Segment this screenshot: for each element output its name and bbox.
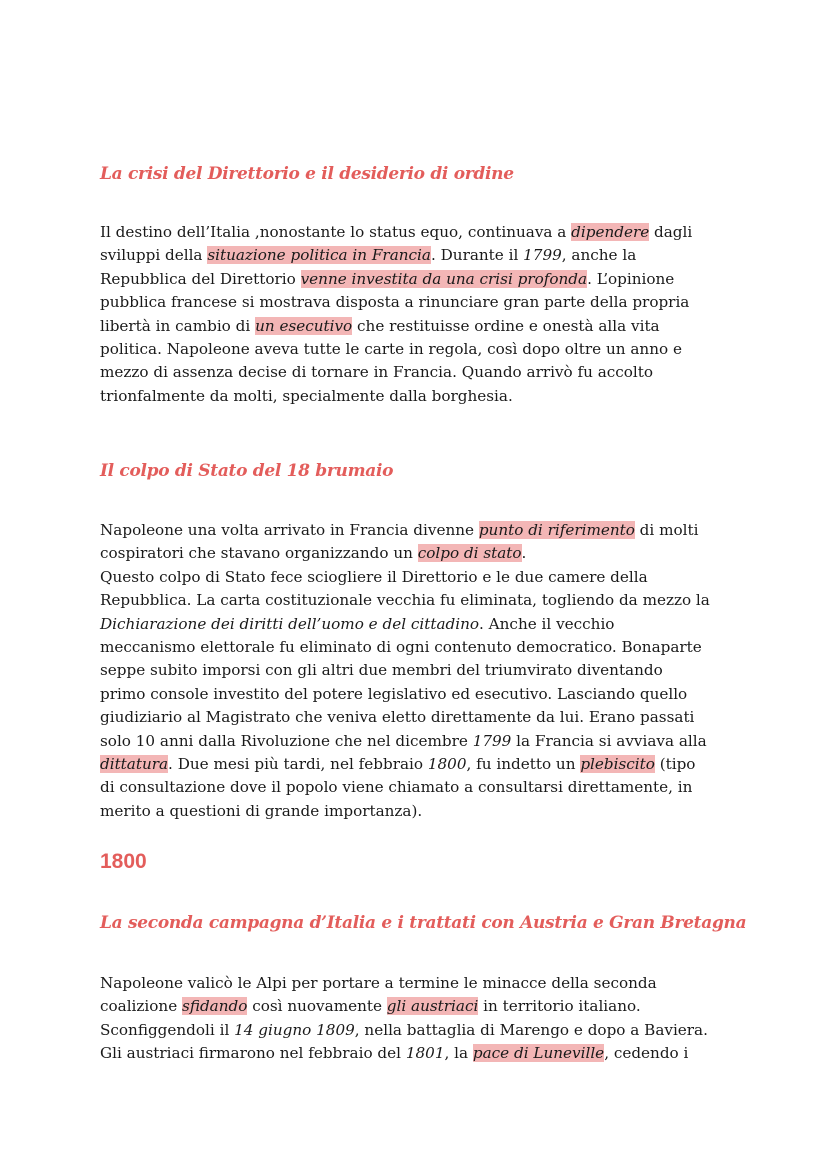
highlighted-term: pace di Luneville <box>472 1044 605 1063</box>
paragraph-line: mezzo di assenza decise di tornare in Francia. Quando arrivò fu accolto <box>100 363 654 382</box>
paragraph-crisi-direttorio <box>100 221 740 408</box>
text-run: . Anche il vecchio <box>479 614 615 633</box>
text-run: , anche la <box>561 246 637 265</box>
text-run: , fu indetto un <box>466 755 581 774</box>
highlighted-term: dittatura <box>100 755 169 774</box>
text-run: in territorio italiano. <box>478 997 641 1016</box>
text-run: (tipo <box>654 755 696 774</box>
text-run: Napoleone una volta arrivato in Francia divenne <box>100 521 479 539</box>
highlighted-term: plebiscito <box>580 755 655 774</box>
text-run: libertà in cambio di <box>100 316 256 335</box>
paragraph-line: merito a questioni di grande importanza). <box>100 801 423 820</box>
paragraph-line <box>100 1019 740 1042</box>
text-run: solo 10 anni dalla Rivoluzione che nel dicembre <box>100 731 473 750</box>
paragraph-line <box>100 542 740 565</box>
text-run: . L’opinione <box>587 269 675 288</box>
paragraph-line <box>100 753 740 776</box>
text-run: così nuovamente <box>247 997 387 1016</box>
paragraph-line <box>100 613 740 636</box>
text-run: coalizione <box>100 997 183 1016</box>
highlighted-term: dipendere <box>571 223 650 241</box>
paragraph-line: primo console investito del potere legislativo ed esecutivo. Lasciando quello <box>100 684 688 703</box>
highlighted-term: gli austriaci <box>386 997 479 1016</box>
year-inline: 1801 <box>405 1044 445 1063</box>
text-run: . Due mesi più tardi, nel febbraio <box>168 755 428 774</box>
text-run: di molti <box>634 521 699 539</box>
paragraph-line: seppe subito imporsi con gli altri due membri del triumvirato diventando <box>100 661 663 680</box>
year-inline: 1799 <box>472 731 512 750</box>
year-inline: 1800 <box>427 755 467 774</box>
text-run: che restituisse ordine e onestà alla vita <box>352 316 660 335</box>
highlighted-term: sfidando <box>182 997 248 1016</box>
year-inline: 1799 <box>523 246 562 265</box>
text-run: , cedendo i <box>604 1044 689 1063</box>
paragraph-line <box>100 995 740 1018</box>
paragraph-line: Questo colpo di Stato fece sciogliere il Direttorio e le due camere della <box>100 567 648 586</box>
year-heading: 1800 <box>100 850 147 873</box>
paragraph-line <box>100 315 740 338</box>
paragraph-line: trionfalmente da molti, specialmente dalla borghesia. <box>100 386 513 405</box>
text-run: , la <box>444 1044 473 1063</box>
highlighted-term: punto di riferimento <box>478 521 635 539</box>
text-run: Il destino dell’Italia ,nonostante lo status equo, continuava a <box>100 223 572 241</box>
paragraph-colpo-di-stato <box>100 519 740 823</box>
text-run: cospiratori che stavano organizzando un <box>100 544 418 563</box>
paragraph-line: politica. Napoleone aveva tutte le carte in regola, così dopo oltre un anno e <box>100 340 682 359</box>
section-heading-crisi-direttorio: La crisi del Direttorio e il desiderio di ordine <box>100 164 514 184</box>
text-run: sviluppi della <box>100 246 208 265</box>
highlighted-term: un esecutivo <box>255 316 353 335</box>
paragraph-line: pubblica francese si mostrava disposta a rinunciare gran parte della propria <box>100 293 690 312</box>
date-inline: 14 giugno 1809 <box>234 1020 355 1039</box>
section-heading-colpo-di-stato: Il colpo di Stato del 18 brumaio <box>100 461 394 481</box>
highlighted-term: colpo di stato <box>417 544 522 563</box>
highlighted-term: venne investita da una crisi profonda <box>300 269 588 288</box>
text-run: , nella battaglia di Marengo e dopo a Baviera. <box>354 1020 708 1039</box>
paragraph-line <box>100 730 740 753</box>
paragraph-line <box>100 519 740 542</box>
paragraph-line <box>100 268 740 291</box>
text-run: Sconfiggendoli il <box>100 1020 235 1039</box>
paragraph-line: di consultazione dove il popolo viene chiamato a consultarsi direttamente, in <box>100 778 693 797</box>
paragraph-line: meccanismo elettorale fu eliminato di ogni contenuto democratico. Bonaparte <box>100 638 702 657</box>
paragraph-line: giudiziario al Magistrato che veniva eletto direttamente da lui. Erano passati <box>100 708 695 727</box>
paragraph-line: Repubblica. La carta costituzionale vecchia fu eliminata, togliendo da mezzo la <box>100 591 710 610</box>
paragraph-line: Napoleone valicò le Alpi per portare a termine le minacce della seconda <box>100 974 657 992</box>
paragraph-line <box>100 244 740 267</box>
text-run: dagli <box>649 223 693 241</box>
paragraph-seconda-campagna <box>100 972 740 1066</box>
text-run: . <box>521 544 527 563</box>
paragraph-line <box>100 1042 740 1065</box>
text-run: . Durante il <box>430 246 524 265</box>
section-heading-seconda-campagna: La seconda campagna d’Italia e i trattati con Austria e Gran Bretagna <box>100 913 747 933</box>
text-run: Repubblica del Direttorio <box>100 269 301 288</box>
paragraph-line <box>100 221 740 244</box>
text-run: la Francia si avviava alla <box>511 731 707 750</box>
text-run: Gli austriaci firmarono nel febbraio del <box>100 1044 406 1063</box>
italic-title: Dichiarazione dei diritti dell’uomo e del cittadino <box>100 614 480 633</box>
highlighted-term: situazione politica in Francia <box>207 246 431 265</box>
